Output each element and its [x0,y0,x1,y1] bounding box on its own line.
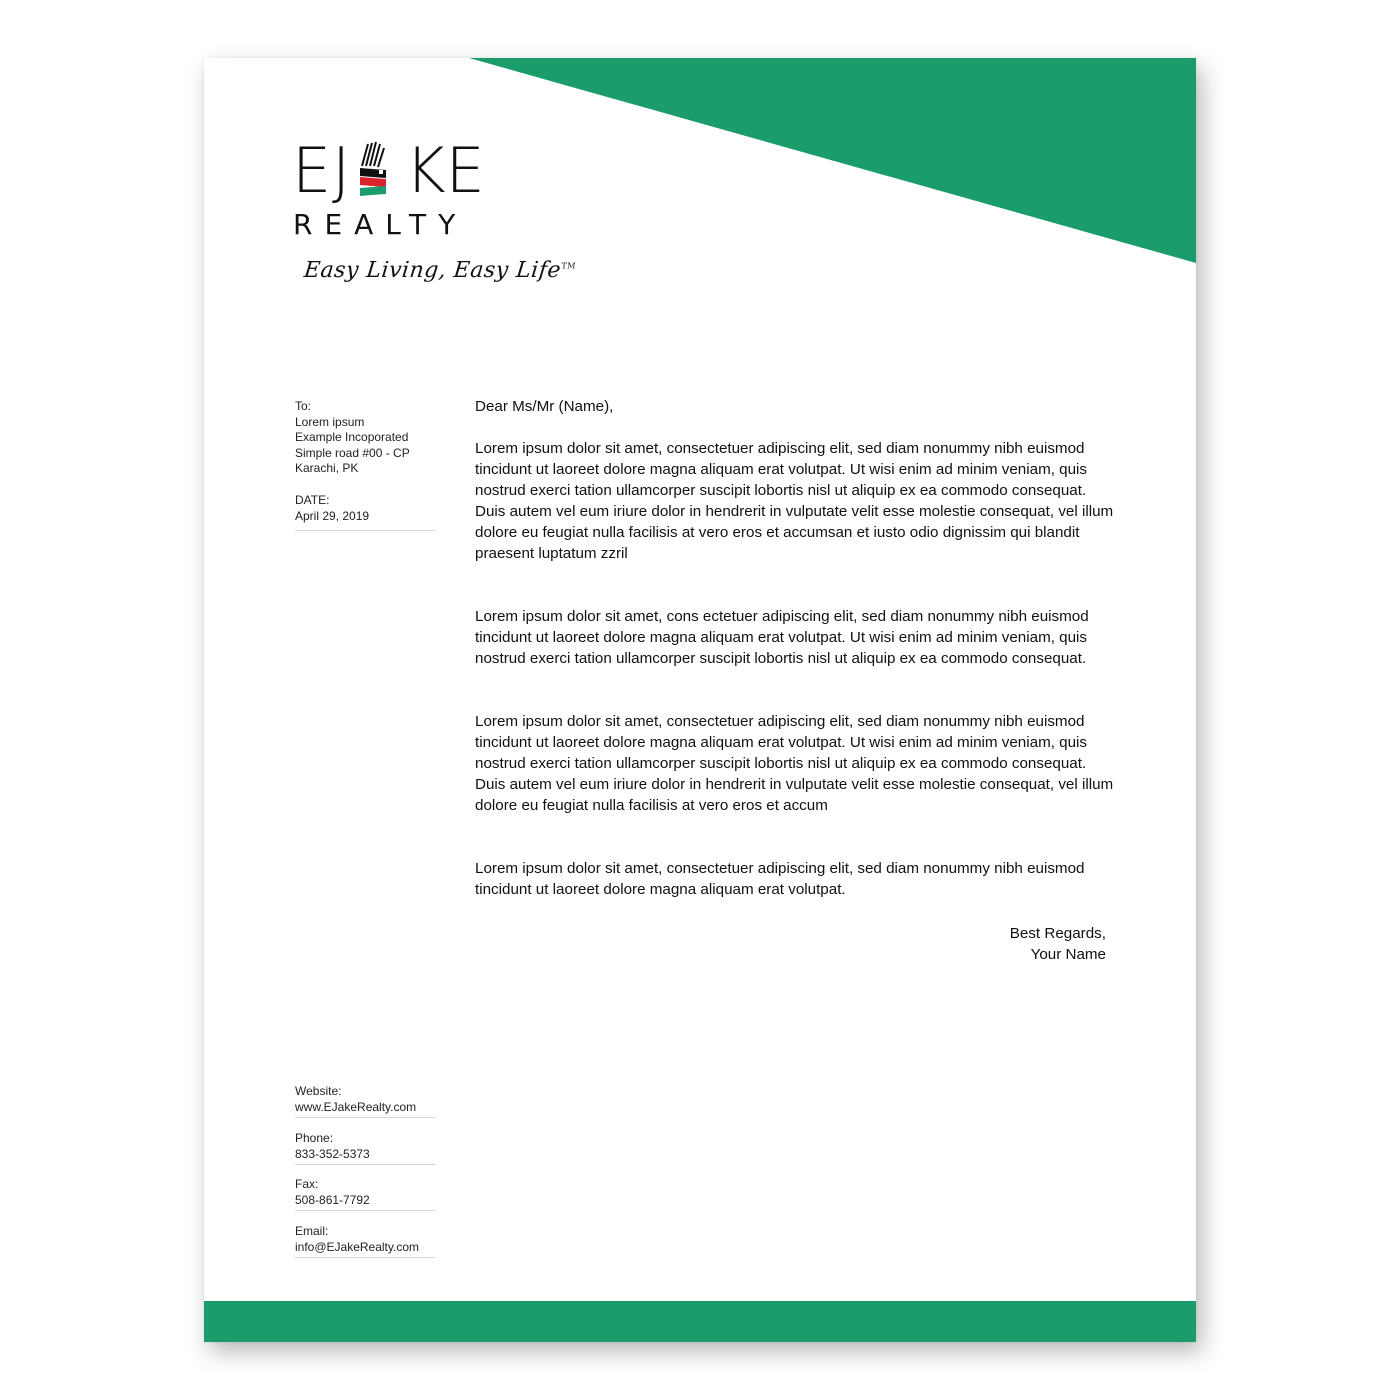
tagline-trademark: TM [560,261,577,271]
recipient-line: Lorem ipsum [295,414,365,429]
contact-fax [295,1177,435,1211]
contact-website [295,1084,435,1118]
signature-name: Your Name [1030,946,1106,963]
logo-subtitle: REALTY [293,208,468,241]
green-footer-band [204,1301,1196,1342]
signoff [475,923,1106,965]
recipient-line: Karachi, PK [295,461,359,475]
phone-label: Phone: [295,1131,334,1145]
building-keys-icon [356,140,392,204]
recipient-block [295,399,435,477]
body-paragraph: Lorem ipsum dolor sit amet, consectetuer adipiscing elit, sed diam nonummy nibh euismod tincidunt ut laoreet dolore magna aliquam erat volutpat. Ut wisi enim ad minim veniam, quis nostrud exerci tation ullamcorper suscipit lobortis nisl ut aliquip ex ea commodo consequat. Duis autem vel eum iriure dolor in hendrerit in vulputate velit esse molestie consequat, vel illum dolore eu feugiat nulla facilisis at vero eros et accum [475,713,1114,814]
logo-letter-e: E [292,134,332,207]
to-label: To: [295,399,312,413]
recipient-line: Simple road #00 - CP [295,445,410,460]
logo-letters-ke: KE [405,134,485,207]
letter-body [475,396,1115,900]
email-value[interactable]: info@EJakeRealty.com [295,1239,420,1254]
letterhead-page [204,58,1196,1342]
date-label: DATE: [295,493,330,507]
website-label: Website: [295,1084,342,1098]
website-value[interactable]: www.EJakeRealty.com [295,1099,417,1114]
logo-letter-j: J [332,134,351,207]
closing: Best Regards, [1009,925,1106,942]
email-label: Email: [295,1224,329,1238]
contact-phone [295,1131,435,1165]
date-value: April 29, 2019 [295,508,370,523]
recipient-line: Example Incoporated [295,430,409,444]
salutation: Dear Ms/Mr (Name), [475,398,614,415]
fax-value: 508-861-7792 [295,1192,370,1207]
date-block [295,493,435,531]
phone-value: 833-352-5373 [295,1146,370,1161]
body-paragraph: Lorem ipsum dolor sit amet, cons ectetuer adipiscing elit, sed diam nonummy nibh euismod tincidunt ut laoreet dolore magna aliquam erat volutpat. Ut wisi enim ad minim veniam, quis nostrud exerci tation ullamcorper suscipit lobortis nisl ut aliquip ex ea commodo consequat. [475,608,1089,667]
fax-label: Fax: [295,1177,319,1191]
tagline [303,258,577,283]
body-paragraph: Lorem ipsum dolor sit amet, consectetuer adipiscing elit, sed diam nonummy nibh euismod tincidunt ut laoreet dolore magna aliquam erat volutpat. Ut wisi enim ad minim veniam, quis nostrud exerci tation ullamcorper suscipit lobortis nisl ut aliquip ex ea commodo consequat. Duis autem vel eum iriure dolor in hendrerit in vulputate velit esse molestie consequat, vel illum dolore eu feugiat nulla facilisis at vero eros et accumsan et iusto odio dignissim qui blandit praesent luptatum zzril [475,440,1114,562]
tagline-text: Easy Living, Easy Life [302,258,563,283]
contact-email [295,1224,435,1258]
body-paragraph: Lorem ipsum dolor sit amet, consectetuer adipiscing elit, sed diam nonummy nibh euismod tincidunt ut laoreet dolore magna aliquam erat volutpat. [475,860,1085,898]
